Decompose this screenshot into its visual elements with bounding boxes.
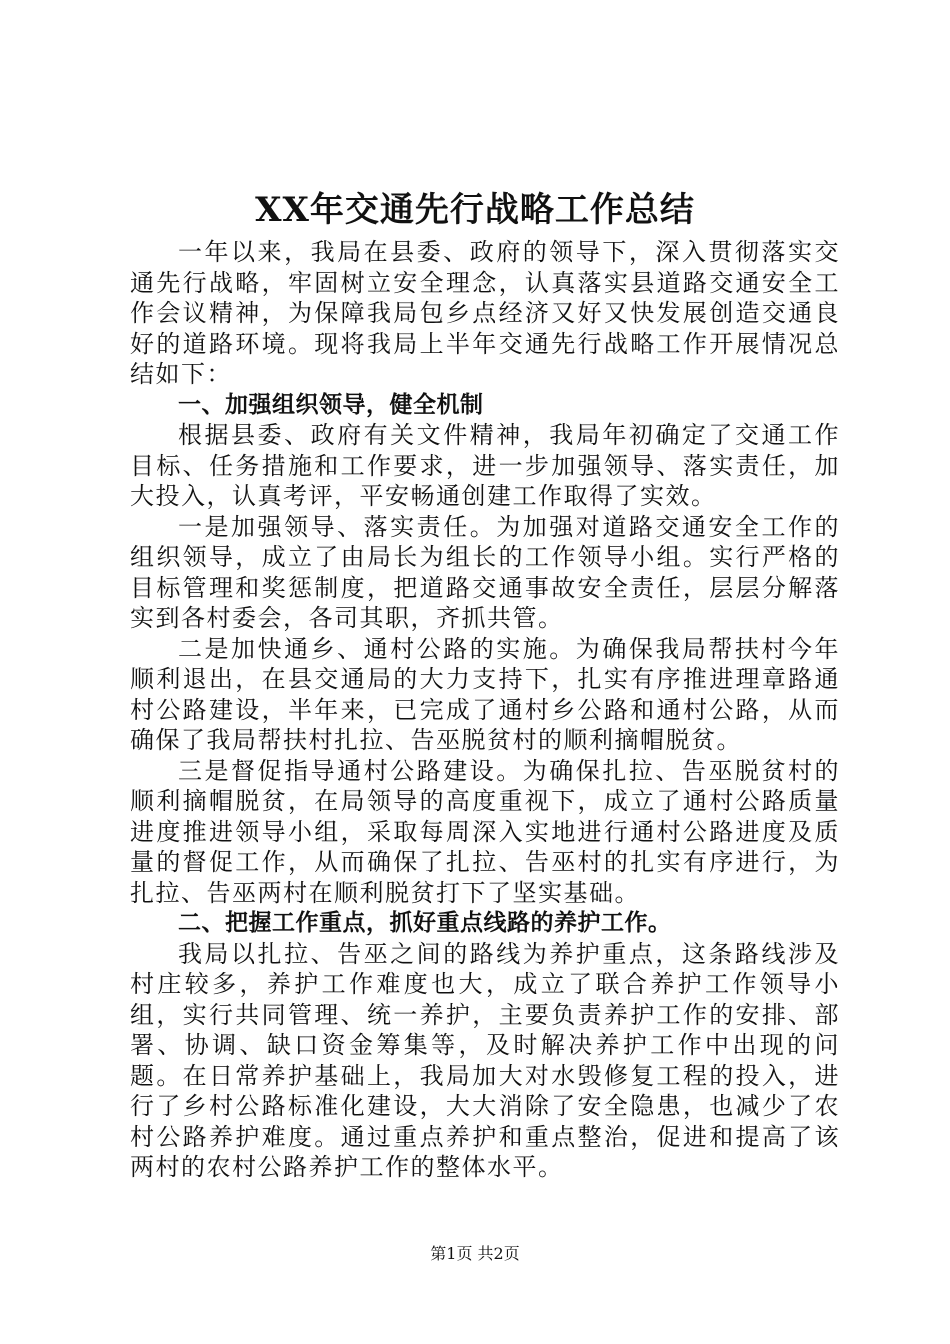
- section-heading-1: 一、加强组织领导，健全机制: [178, 391, 484, 418]
- section-heading-2: 二、把握工作重点，抓好重点线路的养护工作。: [178, 910, 672, 936]
- document-body: [130, 237, 840, 1183]
- page-footer: 第1页 共2页: [430, 1244, 520, 1263]
- document-title: XX年交通先行战略工作总结: [255, 190, 695, 230]
- body-paragraph: 根据县委、政府有关文件精神，我局年初确定了交通工作目标、任务措施和工作要求，进一步加强领导、落实责任，加大投入，认真考评，平安畅通创建工作取得了实效。: [130, 421, 840, 510]
- body-paragraph: 二是加快通乡、通村公路的实施。为确保我局帮扶村今年顺利退出，在县交通局的大力支持下，扎实有序推进理章路通村公路建设，半年来，已完成了通村乡公路和通村公路，从而确保了我局帮扶村扎拉、告巫脱贫村的顺利摘帽脱贫。: [130, 634, 840, 754]
- body-paragraph: 我局以扎拉、告巫之间的路线为养护重点，这条路线涉及村庄较多，养护工作难度也大，成立了联合养护工作领导小组，实行共同管理、统一养护，主要负责养护工作的安排、部署、协调、缺口资金筹集等，及时解决养护工作中出现的问题。在日常养护基础上，我局加大对水毁修复工程的投入，进行了乡村公路标准化建设，大大消除了安全隐患，也减少了农村公路养护难度。通过重点养护和重点整治，促进和提高了该两村的农村公路养护工作的整体水平。: [130, 939, 840, 1181]
- body-paragraph: 一是加强领导、落实责任。为加强对道路交通安全工作的组织领导，成立了由局长为组长的工作领导小组。实行严格的目标管理和奖惩制度，把道路交通事故安全责任，层层分解落实到各村委会，各司其职，齐抓共管。: [130, 512, 840, 632]
- body-paragraph: 三是督促指导通村公路建设。为确保扎拉、告巫脱贫村的顺利摘帽脱贫，在局领导的高度重视下，成立了通村公路质量进度推进领导小组，采取每周深入实地进行通村公路进度及质量的督促工作，从而确保了扎拉、告巫村的扎实有序进行，为扎拉、告巫两村在顺利脱贫打下了坚实基础。: [130, 756, 840, 907]
- intro-paragraph: 一年以来，我局在县委、政府的领导下，深入贯彻落实交通先行战略，牢固树立安全理念，认真落实县道路交通安全工作会议精神，为保障我局包乡点经济又好又快发展创造交通良好的道路环境。现将我局上半年交通先行战略工作开展情况总结如下：: [130, 238, 840, 388]
